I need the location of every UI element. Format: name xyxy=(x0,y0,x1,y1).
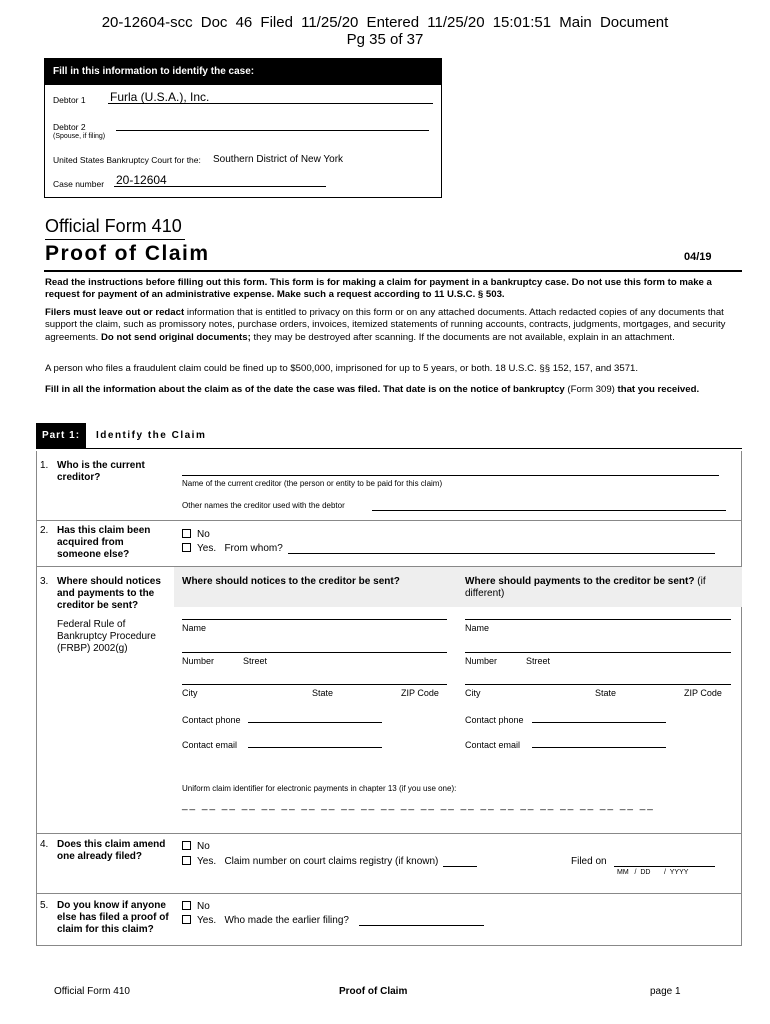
q4-question: Does this claim amend one already filed? xyxy=(57,839,166,862)
uniform-id-input[interactable]: __ __ __ __ __ __ __ __ __ __ __ __ __ __ __ __ __ __ __ __ __ __ __ __ xyxy=(182,800,655,811)
debtor1-value[interactable]: Furla (U.S.A.), Inc. xyxy=(110,90,210,104)
payments-email-line[interactable] xyxy=(532,747,666,748)
payments-street-line[interactable] xyxy=(465,652,731,653)
case-number-line xyxy=(114,186,326,187)
instructions-p2-b: they may be destroyed after scanning. If the documents are not available, explain in an attachment. xyxy=(250,331,675,343)
footer-page: page 1 xyxy=(650,986,681,997)
debtor1-line xyxy=(108,103,433,104)
notices-email-label: Contact email xyxy=(182,740,238,750)
case-info-banner: Fill in this information to identify the case: xyxy=(45,59,441,85)
payments-phone-line[interactable] xyxy=(532,722,666,723)
q4-number: 4. xyxy=(40,839,49,850)
instructions-p2 xyxy=(45,307,740,344)
payments-number-label: Number xyxy=(465,656,498,666)
q4-yes-checkbox[interactable] xyxy=(182,856,191,865)
q3-question: Where should notices and payments to the creditor be sent? xyxy=(57,576,161,611)
debtor2-sub: (Spouse, if filing) xyxy=(53,133,106,140)
q5-yes-checkbox[interactable] xyxy=(182,915,191,924)
q2-yes-checkbox[interactable] xyxy=(182,543,191,552)
debtor1-label: Debtor 1 xyxy=(53,95,86,105)
notices-zip-label: ZIP Code xyxy=(401,688,439,698)
court-value[interactable]: Southern District of New York xyxy=(213,154,344,165)
q5-no-option[interactable] xyxy=(182,901,210,912)
q3-number: 3. xyxy=(40,576,49,587)
q2-question: Has this claim been acquired from someone else? xyxy=(57,525,151,560)
q1-question: Who is the current creditor? xyxy=(57,460,145,483)
payments-name-label: Name xyxy=(465,623,490,633)
title-rule xyxy=(44,270,742,272)
q4-filed-on-line[interactable] xyxy=(614,866,715,867)
debtor2-line[interactable] xyxy=(116,130,429,131)
q2-no-label: No xyxy=(197,529,210,540)
q5-earlier-filing-label: Who made the earlier filing? xyxy=(224,915,349,926)
q4-claim-number-line[interactable] xyxy=(443,866,477,867)
instructions-p3: A person who files a fraudulent claim could be fined up to $500,000, imprisoned for up to 5 years, or both. 18 U.S.C. §§ 152, 157, and 3571. xyxy=(45,363,639,374)
creditor-name-line[interactable] xyxy=(182,475,719,476)
q1-number: 1. xyxy=(40,460,49,471)
payments-state-label: State xyxy=(595,688,617,698)
q2-no-checkbox[interactable] xyxy=(182,529,191,538)
other-names-line[interactable] xyxy=(372,510,726,511)
page-count: Pg 35 of 37 xyxy=(346,31,424,48)
part1-label: Part 1: xyxy=(36,423,86,449)
q2-no-option[interactable] xyxy=(182,529,210,540)
q4-date-format: MM / DD / YYYY xyxy=(617,869,689,876)
q5-question: Do you know if anyone else has filed a proof of claim for this claim? xyxy=(57,900,169,935)
notices-city-line[interactable] xyxy=(182,684,447,685)
payments-name-line[interactable] xyxy=(465,619,731,620)
uniform-id-label: Uniform claim identifier for electronic payments in chapter 13 (if you use one): xyxy=(182,784,457,793)
notices-name-line[interactable] xyxy=(182,619,447,620)
court-label: United States Bankruptcy Court for the: xyxy=(53,155,201,165)
notices-state-label: State xyxy=(312,688,334,698)
payments-heading-text: Where should payments to the creditor be sent? xyxy=(465,576,695,587)
q4-no-option[interactable] xyxy=(182,841,210,852)
creditor-name-caption: Name of the current creditor (the person or entity to be paid for this claim) xyxy=(182,479,443,488)
payments-city-line[interactable] xyxy=(465,684,731,685)
footer-form-number: Official Form 410 xyxy=(54,986,130,997)
notices-street-line[interactable] xyxy=(182,652,447,653)
q5-yes-label: Yes. xyxy=(197,915,217,926)
case-info-box xyxy=(44,58,442,198)
payments-email-label: Contact email xyxy=(465,740,521,750)
q5-no-checkbox[interactable] xyxy=(182,901,191,910)
notices-email-line[interactable] xyxy=(248,747,382,748)
q4-no-label: No xyxy=(197,841,210,852)
form-title: Proof of Claim xyxy=(45,242,210,265)
q2-from-whom: From whom? xyxy=(224,543,283,554)
q5-no-label: No xyxy=(197,901,210,912)
notices-city-label: City xyxy=(182,688,198,698)
instructions-p1: Read the instructions before filling out this form. This form is for making a claim for payment in a bankruptcy case. Do not use this form to make a request for payment of an administrative expense. Make such a request according to 11 U.S.C. § 503. xyxy=(45,277,712,301)
q4-claim-number-label: Claim number on court claims registry (if known) xyxy=(224,856,439,867)
notices-heading: Where should notices to the creditor be sent? xyxy=(182,576,400,587)
instructions-p4-b: (Form 309) xyxy=(567,384,615,395)
q4-yes-option[interactable] xyxy=(182,856,438,867)
q4-no-checkbox[interactable] xyxy=(182,841,191,850)
notices-phone-line[interactable] xyxy=(248,722,382,723)
instructions-p2-bold: Filers must leave out or redact xyxy=(45,307,185,318)
instructions-p4-a: Fill in all the information about the claim as of the date the case was filed. That date is on the notice of bankruptcy xyxy=(45,384,568,395)
part1-bar xyxy=(36,423,742,449)
q4-filed-on-label: Filed on xyxy=(571,856,607,867)
instructions-p2-a: information that is entitled to privacy on this form or on any attached documents. Attach redacted copies of any documents that support the claim, such as promissory notes, purchase orders, invoices, itemized statements of running accounts, contracts, judgments, mortgages, and security agreements. xyxy=(45,307,726,343)
payments-city-label: City xyxy=(465,688,481,698)
q5-number: 5. xyxy=(40,900,49,911)
docket-header xyxy=(0,14,770,48)
notices-name-label: Name xyxy=(182,623,207,633)
form-version: 04/19 xyxy=(684,251,712,263)
q4-yes-label: Yes. xyxy=(197,856,217,867)
payments-heading-note: (if different) xyxy=(465,576,706,599)
payments-zip-label: ZIP Code xyxy=(684,688,722,698)
instructions-p4-c: that you received. xyxy=(614,384,700,395)
notices-street-label: Street xyxy=(243,656,268,666)
case-number-label: Case number xyxy=(53,179,105,189)
other-names-label: Other names the creditor used with the debtor xyxy=(182,501,345,510)
payments-street-label: Street xyxy=(526,656,551,666)
debtor2-label: Debtor 2 xyxy=(53,122,86,132)
q2-from-whom-line[interactable] xyxy=(288,553,715,554)
part1-title: Identify the Claim xyxy=(96,430,207,441)
q5-yes-option[interactable] xyxy=(182,915,349,926)
case-number-value[interactable]: 20-12604 xyxy=(116,173,167,187)
instructions-p4 xyxy=(45,384,740,396)
notices-phone-label: Contact phone xyxy=(182,715,241,725)
q5-earlier-filing-line[interactable] xyxy=(359,925,484,926)
q2-yes-label: Yes. xyxy=(197,543,217,554)
frbp-reference: Federal Rule of Bankruptcy Procedure (FRBP) 2002(g) xyxy=(57,619,156,654)
notices-number-label: Number xyxy=(182,656,215,666)
footer-title: Proof of Claim xyxy=(339,986,408,997)
payments-heading xyxy=(465,576,735,600)
q2-number: 2. xyxy=(40,525,49,536)
payments-phone-label: Contact phone xyxy=(465,715,524,725)
q2-yes-option[interactable] xyxy=(182,543,283,554)
docket-line: 20-12604-scc Doc 46 Filed 11/25/20 Entered 11/25/20 15:01:51 Main Document xyxy=(101,14,669,31)
instructions-p2-bold2: Do not send original documents; xyxy=(101,331,251,343)
form-number: Official Form 410 xyxy=(45,216,185,240)
